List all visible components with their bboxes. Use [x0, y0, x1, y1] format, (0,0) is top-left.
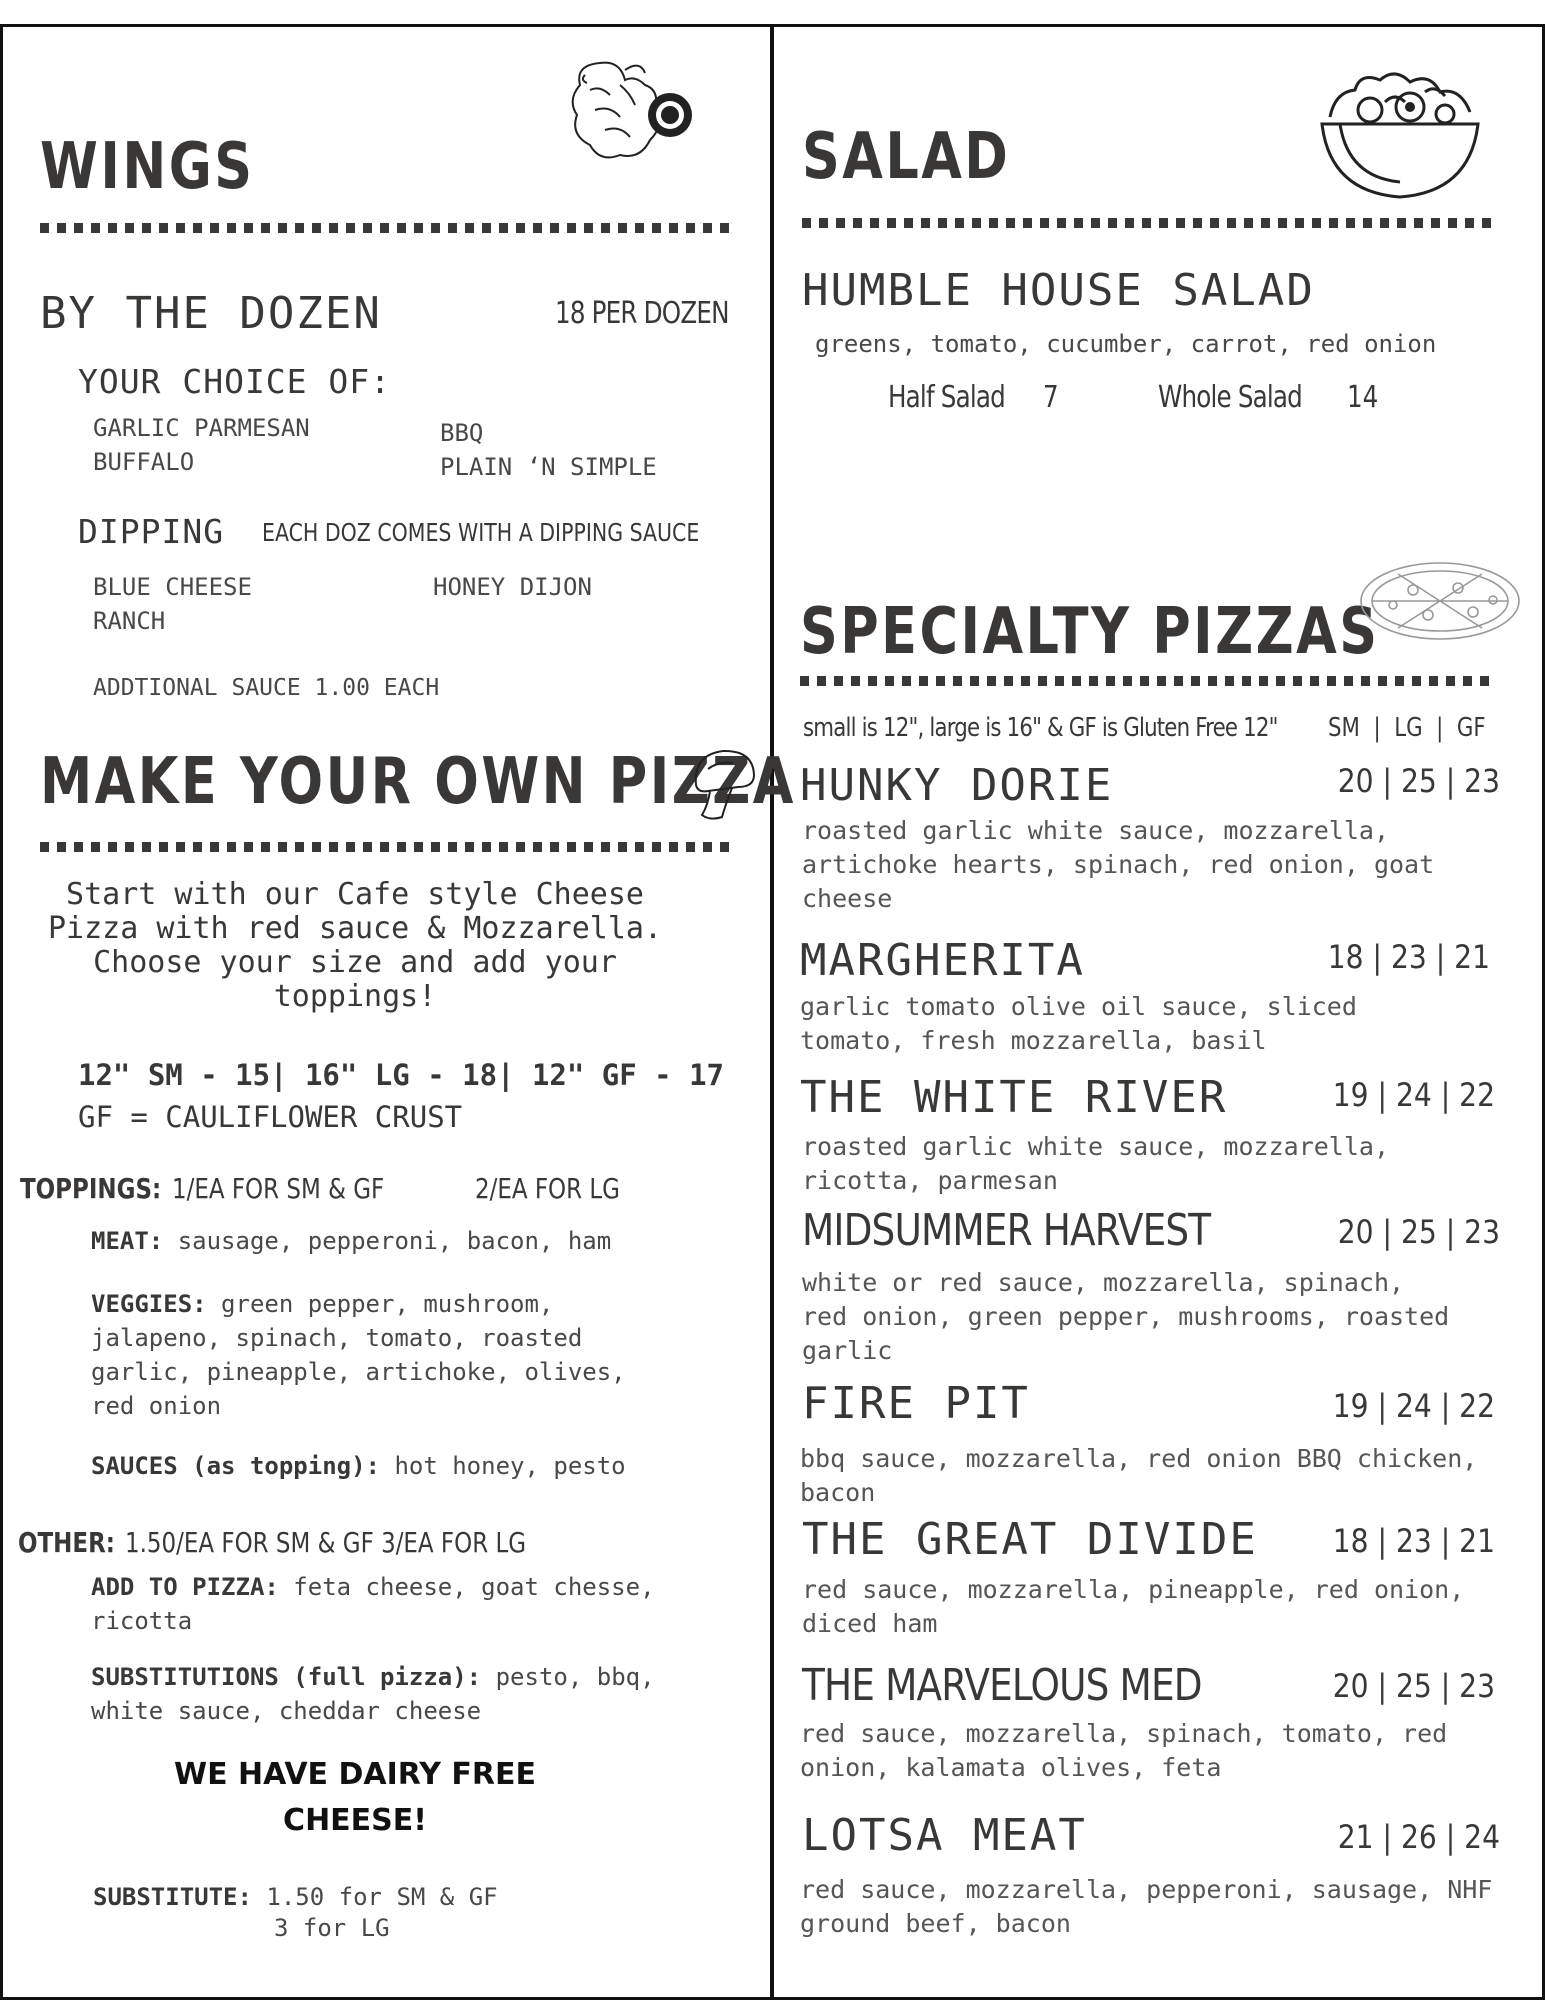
wings-price: 18 PER DOZEN [555, 296, 729, 331]
wings-icon [565, 55, 700, 170]
myo-sizes: 12" SM - 15| 16" LG - 18| 12" GF - 17 [78, 1058, 725, 1092]
pizza-price-fire-pit: 19 | 24 | 22 [1332, 1387, 1495, 1425]
pizza-name-midsummer-harvest: MIDSUMMER HARVEST [802, 1205, 1211, 1256]
substitute-block [93, 1880, 498, 1914]
pizza-name-fire-pit: FIRE PIT [802, 1378, 1030, 1429]
desc-line: red sauce, mozzarella, spinach, tomato, red [800, 1719, 1448, 1748]
myo-intro-line-3: Choose your size and add your [93, 945, 617, 980]
desc-line: red sauce, mozzarella, pineapple, red onion, [802, 1575, 1465, 1604]
myo-intro-line-1: Start with our Cafe style Cheese [66, 877, 644, 912]
desc-line: white or red sauce, mozzarella, spinach, [802, 1268, 1405, 1297]
pizza-price-margherita: 18 | 23 | 21 [1327, 938, 1490, 976]
half-salad-price: 7 [1043, 380, 1059, 415]
desc-line: bacon [800, 1478, 876, 1507]
meat-label: MEAT: [91, 1227, 164, 1255]
pizza-price-white-river: 19 | 24 | 22 [1332, 1076, 1495, 1114]
pizza-price-marvelous-med: 20 | 25 | 23 [1332, 1667, 1495, 1705]
substitute-line-2: 3 for LG [274, 1914, 390, 1942]
desc-line: garlic tomato olive oil sauce, sliced [800, 992, 1357, 1021]
pizza-name-white-river: THE WHITE RIVER [800, 1072, 1228, 1123]
desc-line: ground beef, bacon [800, 1909, 1071, 1938]
veggies-block [91, 1287, 626, 1423]
pizza-name-great-divide: THE GREAT DIVIDE [802, 1514, 1258, 1565]
choice-label: YOUR CHOICE OF: [78, 362, 392, 401]
desc-line: diced ham [802, 1609, 938, 1638]
pizza-name-marvelous-med: THE MARVELOUS MED [802, 1660, 1202, 1711]
add-block [91, 1570, 655, 1638]
whole-salad-label: Whole Salad [1158, 380, 1302, 415]
myo-divider [40, 842, 732, 852]
pizza-desc-fire-pit [800, 1442, 1500, 1510]
sauce-blue-cheese: BLUE CHEESE [93, 573, 252, 601]
other-label: OTHER: [18, 1526, 115, 1559]
other-price: 1.50/EA FOR SM & GF 3/EA FOR LG [125, 1526, 527, 1559]
veggies-line-4: red onion [91, 1392, 222, 1420]
additional-sauce: ADDTIONAL SAUCE 1.00 EACH [93, 675, 440, 701]
subs-line-2: white sauce, cheddar cheese [91, 1697, 482, 1725]
meat-row [91, 1227, 611, 1255]
substitute-label: SUBSTITUTE: [93, 1883, 252, 1911]
desc-line: artichoke hearts, spinach, red onion, goat [802, 850, 1435, 879]
sauces-row [91, 1452, 626, 1480]
add-label: ADD TO PIZZA: [91, 1573, 279, 1601]
pizza-desc-hunky-dorie [802, 814, 1492, 916]
veggies-line-3: garlic, pineapple, artichoke, olives, [91, 1358, 626, 1386]
pizza-desc-lotsa-meat [800, 1873, 1510, 1941]
add-line-1: feta cheese, goat chesse, [293, 1573, 655, 1601]
pizza-desc-marvelous-med [800, 1717, 1490, 1785]
column-divider [770, 24, 774, 2000]
sauces-label: SAUCES (as topping): [91, 1452, 380, 1480]
toppings-price-lg: 2/EA FOR LG [475, 1172, 620, 1205]
myo-intro-line-4: toppings! [273, 979, 437, 1014]
pizza-name-margherita: MARGHERITA [800, 935, 1085, 986]
desc-line: roasted garlic white sauce, mozzarella, [802, 1132, 1389, 1161]
pizza-price-lotsa-meat: 21 | 26 | 24 [1337, 1818, 1500, 1856]
whole-salad-price: 14 [1347, 380, 1379, 415]
sauce-ranch: RANCH [93, 607, 166, 635]
flavor-plain: PLAIN ‘N SIMPLE [440, 453, 657, 481]
veggies-line-1: green pepper, mushroom, [221, 1290, 554, 1318]
dairy-free-line-1: WE HAVE DAIRY FREE [174, 1757, 536, 1792]
flavor-buffalo: BUFFALO [93, 448, 195, 476]
salad-bowl-icon [1310, 62, 1490, 202]
subs-line-1: pesto, bbq, [495, 1663, 655, 1691]
desc-line: ricotta, parmesan [802, 1166, 1058, 1195]
dairy-free-line-2: CHEESE! [283, 1803, 427, 1838]
size-note: small is 12", large is 16" & GF is Gluten Free 12" [803, 713, 1278, 743]
pizza-desc-margherita [800, 990, 1490, 1058]
veggies-label: VEGGIES: [91, 1290, 207, 1318]
salad-divider [802, 218, 1494, 228]
half-salad-label: Half Salad [888, 380, 1005, 415]
dipping-label: DIPPING [78, 512, 225, 551]
desc-line: cheese [802, 884, 893, 913]
salad-heading: SALAD [802, 120, 1011, 194]
wings-divider [40, 223, 732, 233]
pizza-desc-great-divide [802, 1573, 1492, 1641]
desc-line: red onion, green pepper, mushrooms, roasted [802, 1302, 1450, 1331]
subs-label: SUBSTITUTIONS (full pizza): [91, 1663, 482, 1691]
sauces-list: hot honey, pesto [394, 1452, 626, 1480]
substitute-line-1: 1.50 for SM & GF [266, 1883, 498, 1911]
wings-heading: WINGS [40, 130, 255, 204]
flavor-garlic-parmesan: GARLIC PARMESAN [93, 414, 310, 442]
pizza-price-midsummer-harvest: 20 | 25 | 23 [1337, 1213, 1500, 1251]
dipping-note: EACH DOZ COMES WITH A DIPPING SAUCE [262, 518, 700, 547]
by-the-dozen-label: BY THE DOZEN [40, 288, 382, 339]
pizza-desc-midsummer-harvest [802, 1266, 1492, 1368]
make-your-own-heading: MAKE YOUR OWN PIZZA [40, 745, 796, 819]
toppings-label: TOPPINGS: [20, 1172, 162, 1205]
toppings-price-sm: 1/EA FOR SM & GF [172, 1172, 385, 1205]
dairy-free-note [40, 1752, 670, 1844]
desc-line: garlic [802, 1336, 893, 1365]
subs-block [91, 1660, 655, 1728]
gf-note: GF = CAULIFLOWER CRUST [78, 1100, 463, 1134]
veggies-line-2: jalapeno, spinach, tomato, roasted [91, 1324, 583, 1352]
specialty-heading: SPECIALTY PIZZAS [800, 595, 1380, 669]
specialty-divider [800, 676, 1492, 686]
sauce-honey-dijon: HONEY DIJON [433, 573, 592, 601]
size-header: SM | LG | GF [1328, 713, 1486, 743]
myo-intro [40, 878, 670, 1014]
pizza-icon [1358, 560, 1523, 642]
pizza-price-hunky-dorie: 20 | 25 | 23 [1337, 762, 1500, 800]
desc-line: bbq sauce, mozzarella, red onion BBQ chicken, [800, 1444, 1478, 1473]
desc-line: onion, kalamata olives, feta [800, 1753, 1222, 1782]
pizza-desc-white-river [802, 1130, 1492, 1198]
myo-intro-line-2: Pizza with red sauce & Mozzarella. [47, 911, 663, 946]
mushroom-icon [688, 745, 760, 825]
pizza-name-lotsa-meat: LOTSA MEAT [802, 1810, 1087, 1861]
pizza-name-hunky-dorie: HUNKY DORIE [800, 760, 1114, 811]
desc-line: tomato, fresh mozzarella, basil [800, 1026, 1267, 1055]
meat-list: sausage, pepperoni, bacon, ham [177, 1227, 612, 1255]
salad-name: HUMBLE HOUSE SALAD [802, 265, 1315, 316]
desc-line: roasted garlic white sauce, mozzarella, [802, 816, 1389, 845]
salad-desc: greens, tomato, cucumber, carrot, red onion [815, 330, 1437, 358]
flavor-bbq: BBQ [440, 419, 484, 447]
pizza-price-great-divide: 18 | 23 | 21 [1332, 1522, 1495, 1560]
desc-line: red sauce, mozzarella, pepperoni, sausage, NHF [800, 1875, 1493, 1904]
add-line-2: ricotta [91, 1607, 193, 1635]
